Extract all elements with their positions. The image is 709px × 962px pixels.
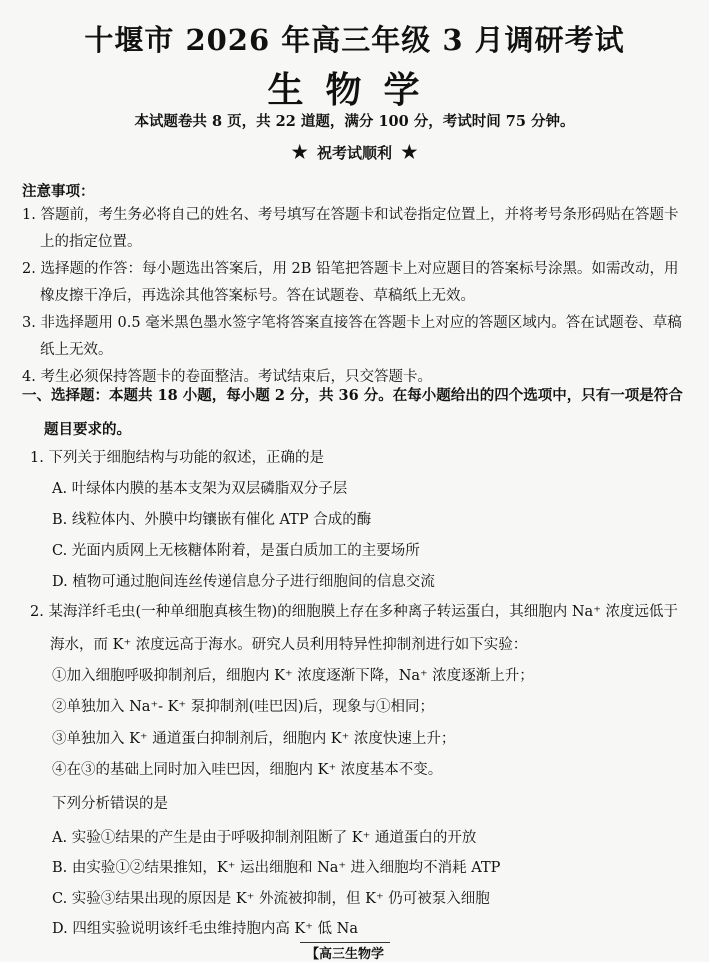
- question-2-stem: 2. 某海洋纤毛虫(一种单细胞真核生物)的细胞膜上存在多种离子转运蛋白，其细胞内 Na⁺ 浓度远低于海水，而 K⁺ 浓度远高于海水。研究人员利用特异性抑制剂进行如下实验：: [30, 604, 678, 653]
- question-2-option-a: A. 实验①结果的产生是由于呼吸抑制剂阻断了 K⁺ 通道蛋白的开放: [52, 830, 477, 846]
- subject-title: 生物学: [267, 69, 442, 111]
- star-icon: ★: [401, 142, 418, 163]
- experiment-2: ②单独加入 Na⁺- K⁺ 泵抑制剂(哇巴因)后，现象与①相同；: [52, 699, 435, 715]
- notice-item: 1. 答题前，考生务必将自己的姓名、考号填写在答题卡和试卷指定位置上，并将考号条形码贴在答题卡上的指定位置。: [22, 207, 679, 250]
- wish-text: 祝考试顺利: [316, 144, 392, 162]
- section-heading: 一、选择题：本题共 18 小题，每小题 2 分，共 36 分。在每小题给出的四个选项中，只有一项是符合题目要求的。: [22, 387, 683, 438]
- question-1-option-c: C. 光面内质网上无核糖体附着，是蛋白质加工的主要场所: [52, 543, 420, 559]
- wish-line: [0, 142, 709, 163]
- notice-list: [22, 202, 687, 391]
- question-2-option-b: B. 由实验①②结果推知，K⁺ 运出细胞和 Na⁺ 进入细胞均不消耗 ATP: [52, 860, 501, 876]
- question-1-option-b: B. 线粒体内、外膜中均镶嵌有催化 ATP 合成的酶: [52, 512, 372, 528]
- question-1-option-d: D. 植物可通过胞间连丝传递信息分子进行细胞间的信息交流: [52, 574, 435, 590]
- notice-item: 4. 考生必须保持答题卡的卷面整洁。考试结束后，只交答题卡。: [22, 369, 432, 385]
- notice-item: 3. 非选择题用 0.5 毫米黑色墨水签字笔将答案直接答在答题卡上对应的答题区域内。答在试题卷、草稿纸上无效。: [22, 315, 682, 358]
- experiment-3: ③单独加入 K⁺ 通道蛋白抑制剂后，细胞内 K⁺ 浓度快速上升；: [52, 731, 456, 747]
- notice-heading: 注意事项：: [22, 183, 95, 200]
- experiment-1: ①加入细胞呼吸抑制剂后，细胞内 K⁺ 浓度逐渐下降，Na⁺ 浓度逐渐上升；: [52, 668, 534, 684]
- question-1-option-a: A. 叶绿体内膜的基本支架为双层磷脂双分子层: [52, 481, 348, 497]
- experiment-4: ④在③的基础上同时加入哇巴因，细胞内 K⁺ 浓度基本不变。: [52, 762, 443, 778]
- question-1-stem: 1. 下列关于细胞结构与功能的叙述，正确的是: [30, 450, 324, 466]
- notice-item: 2. 选择题的作答：每小题选出答案后，用 2B 铅笔把答题卡上对应题目的答案标号涂黑。如需改动，用橡皮擦干净后，再选涂其他答案标号。答在试题卷、草稿纸上无效。: [22, 261, 679, 304]
- question-2-option-c: C. 实验③结果出现的原因是 K⁺ 外流被抑制，但 K⁺ 仍可被泵入细胞: [52, 891, 490, 907]
- exam-info: 本试题卷共 8 页，共 22 道题，满分 100 分，考试时间 75 分钟。: [134, 113, 575, 130]
- question-2-option-d: D. 四组实验说明该纤毛虫维持胞内高 K⁺ 低 Na: [52, 921, 358, 937]
- exam-title: 十堰市 2026 年高三年级 3 月调研考试: [84, 23, 625, 57]
- footer-label: 【高三生物学: [300, 942, 390, 962]
- star-icon: ★: [291, 142, 308, 163]
- question-2-prompt: 下列分析错误的是: [52, 796, 168, 812]
